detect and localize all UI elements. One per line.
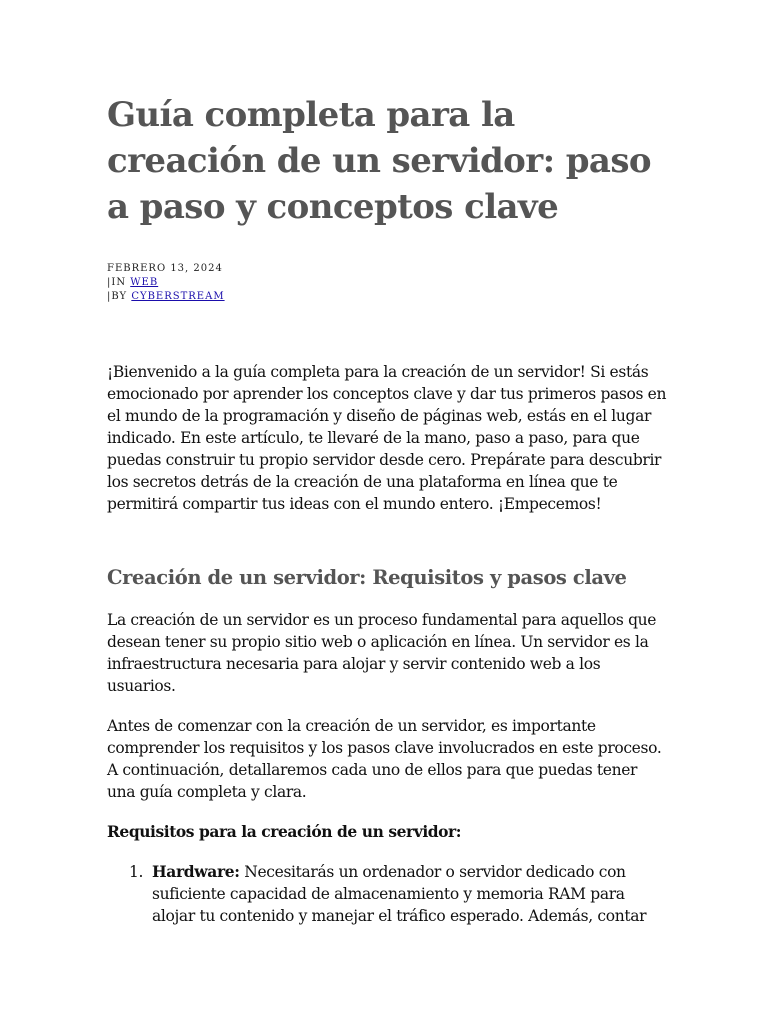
- requirements-heading: Requisitos para la creación de un servidor:: [107, 822, 462, 841]
- author-link[interactable]: CYBERSTREAM: [131, 291, 225, 302]
- author-line: [107, 290, 225, 304]
- list-item-number: 1.: [129, 863, 144, 881]
- publish-date: FEBRERO 13, 2024: [107, 263, 223, 274]
- paragraph-1: La creación de un servidor es un proceso fundamental para aquellos que desean tener su propio sitio web o aplicación en línea. Un servidor es la infraestructura necesaria para alojar y servir contenido web a los usuarios.: [107, 611, 657, 695]
- category-line: [107, 276, 225, 290]
- list-item-text: Necesitarás un ordenador o servidor dedicado con suficiente capacidad de almacenamiento y memoria RAM para alojar tu contenido y manejar el tráfico esperado. Además, contar: [152, 863, 647, 925]
- in-prefix: |IN: [107, 277, 131, 288]
- article-title: Guía completa para la creación de un servidor: paso a paso y conceptos clave: [107, 95, 651, 227]
- list-item-term: Hardware:: [152, 862, 240, 881]
- paragraph-2: Antes de comenzar con la creación de un servidor, es importante comprender los requisitos y los pasos clave involucrados en este proceso. A continuación, detallaremos cada uno de ellos para que puedas tener una guía completa y clara.: [107, 717, 662, 801]
- category-link[interactable]: WEB: [130, 277, 159, 288]
- by-prefix: |BY: [107, 291, 132, 302]
- requirements-list: [129, 861, 669, 927]
- list-item: [129, 861, 669, 927]
- intro-paragraph: ¡Bienvenido a la guía completa para la creación de un servidor! Si estás emocionado por aprender los conceptos clave y dar tus primeros pasos en el mundo de la programación y diseño de páginas web, estás en el lugar indicado. En este artículo, te llevaré de la mano, paso a paso, para que puedas construir tu propio servidor desde cero. Prepárate para descubrir los secretos detrás de la creación de una plataforma en línea que te permitirá compartir tus ideas con el mundo entero. ¡Empecemos!: [107, 363, 667, 513]
- article-meta: [107, 262, 225, 304]
- section-heading: Creación de un servidor: Requisitos y pasos clave: [107, 566, 627, 589]
